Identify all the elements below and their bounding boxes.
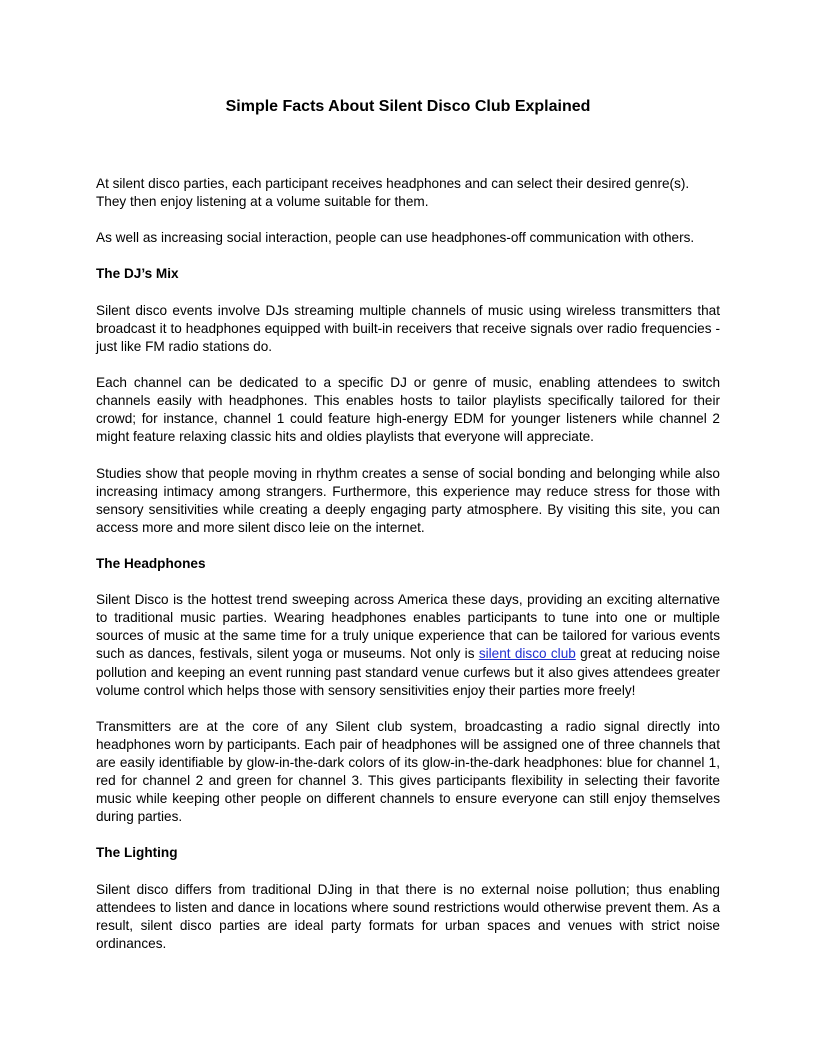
section-heading-lighting: The Lighting (96, 845, 178, 861)
section-heading-djs-mix: The DJ’s Mix (96, 266, 179, 282)
djs-mix-paragraph-1: Silent disco events involve DJs streaming multiple channels of music using wireless transmitters that broadcast it to headphones equipped with built-in receivers that receive signals over radio frequencies - just like FM radio stations do. (96, 302, 720, 354)
silent-disco-club-link[interactable]: silent disco club (478, 646, 576, 662)
headphones-paragraph-1-text-after: great at reducing noise pollution and keeping an event running past standard venue curfews but it also gives attendees greater volume control which helps those with sensory sensitivities enjoy their parties more freely! (96, 646, 721, 698)
document-body (96, 175, 720, 971)
headphones-paragraph-1-text-before: Silent Disco is the hottest trend sweeping across America these days, providing an exciting alternative to traditional music parties. Wearing headphones enables participants to tune into one or multiple sources of music at the same time for a truly unique experience that can be tailored for various events such as dances, festivals, silent yoga or museums. Not only is (96, 592, 720, 662)
page-title: Simple Facts About Silent Disco Club Explained (225, 98, 591, 115)
headphones-paragraph-1 (96, 591, 720, 700)
section-heading-headphones: The Headphones (96, 555, 206, 571)
intro-paragraph-1: At silent disco parties, each participant receives headphones and can select their desired genre(s). They then enjoy listening at a volume suitable for them. (96, 176, 690, 210)
djs-mix-paragraph-2: Each channel can be dedicated to a specific DJ or genre of music, enabling attendees to switch channels easily with headphones. This enables hosts to tailor playlists specifically tailored for their crowd; for instance, channel 1 could feature high-energy EDM for younger listeners while channel 2 might feature relaxing classic hits and oldies playlists that everyone will appreciate. (96, 375, 720, 445)
headphones-paragraph-2: Transmitters are at the core of any Silent club system, broadcasting a radio signal directly into headphones worn by participants. Each pair of headphones will be assigned one of three channels that are easily identifiable by glow-in-the-dark colors of its glow-in-the-dark headphones: blue for channel 1, red for channel 2 and green for channel 3. This gives participants flexibility in selecting their favorite music while keeping other people on different channels to ensure everyone can still enjoy themselves during parties. (96, 718, 720, 825)
lighting-paragraph-1: Silent disco differs from traditional DJing in that there is no external noise pollution; thus enabling attendees to listen and dance in locations where sound restrictions would otherwise prevent them. As a result, silent disco parties are ideal party formats for urban spaces and venues with strict noise ordinances. (96, 881, 720, 951)
intro-paragraph-2: As well as increasing social interaction, people can use headphones-off communication with others. (96, 230, 695, 246)
djs-mix-paragraph-3: Studies show that people moving in rhythm creates a sense of social bonding and belonging while also increasing intimacy among strangers. Furthermore, this experience may reduce stress for those with sensory sensitivities while creating a deeply engaging party atmosphere. By visiting this site, you can access more and more silent disco leie on the internet. (96, 465, 720, 535)
